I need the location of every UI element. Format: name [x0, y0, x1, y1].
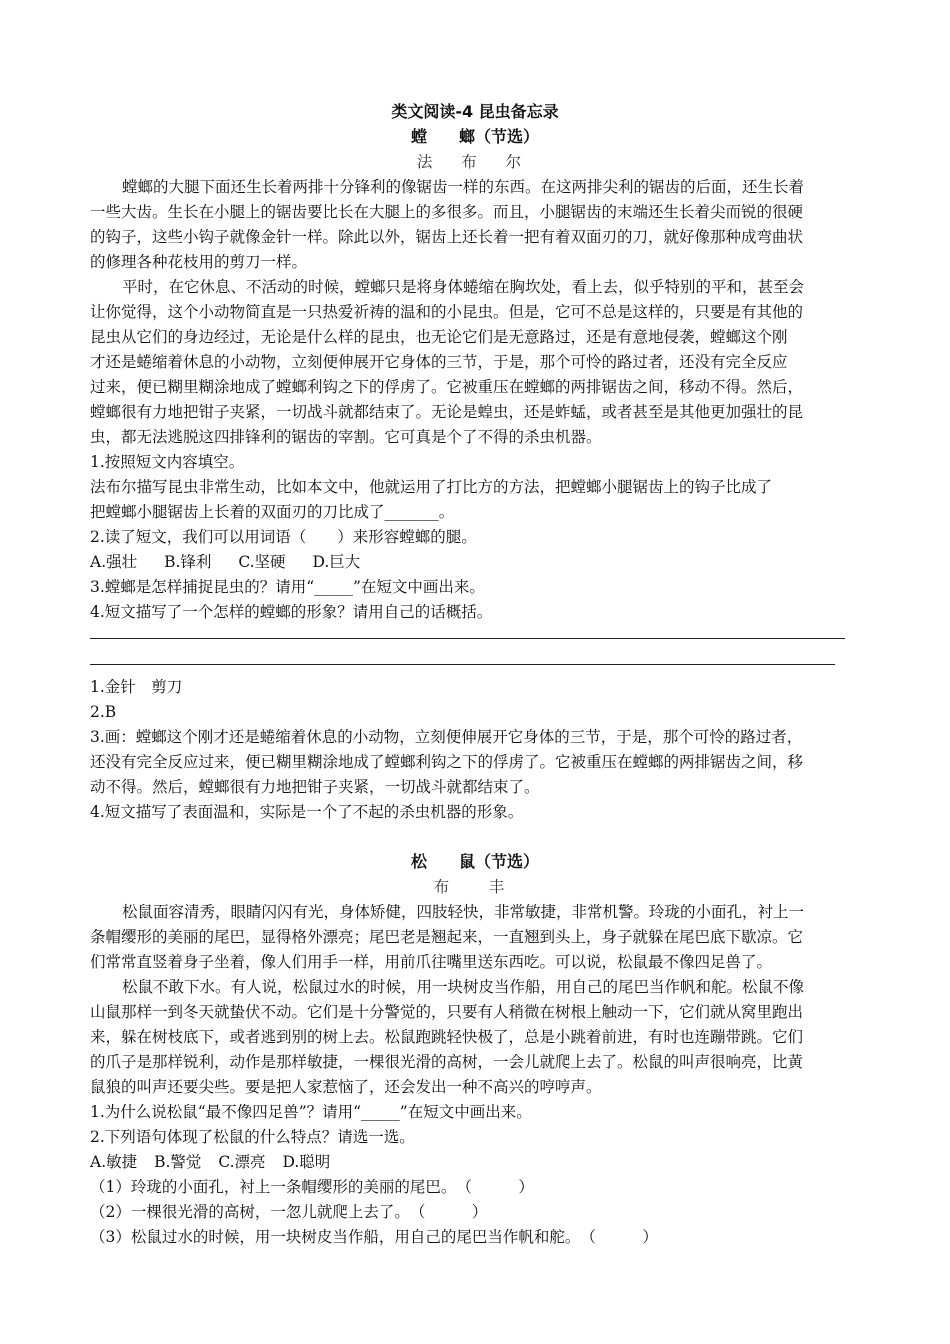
story1-p2-line: 让你觉得，这个小动物简直是一只热爱祈祷的温和的小昆虫。但是，它可不总是这样的，只要是有其他的: [90, 303, 804, 321]
option-d: D.巨大: [312, 553, 361, 571]
story2-question-1: 1.为什么说松鼠“最不像四足兽”？请用“_____”在短文中画出来。: [90, 1103, 532, 1121]
story2-p2-line: 的爪子是那样锐利，动作是那样敏捷，一棵很光滑的高树，一会儿就爬上去了。松鼠的叫声很响亮，比黄: [90, 1053, 804, 1071]
document-title: 类文阅读-4 昆虫备忘录: [391, 102, 559, 121]
story1-question-2-options: [90, 550, 870, 574]
option-c: C.坚硬: [238, 553, 286, 571]
option-c: C.漂亮: [218, 1153, 266, 1171]
story2-p2-line: 山鼠那样一到冬天就蛰伏不动。它们是十分警觉的，只要有人稍微在树根上触动一下，它们就从窝里跑出: [90, 1003, 804, 1021]
answer-3-cont: 还没有完全反应过来，便已糊里糊涂地成了螳螂利钩之下的俘虏了。它被重压在螳螂的两排锯齿之间，移: [90, 753, 804, 771]
story1-question-2: 2.读了短文，我们可以用词语（ ）来形容螳螂的腿。: [90, 528, 477, 546]
answer-line: [90, 638, 845, 639]
story2-item-1: （1）玲珑的小面孔，衬上一条帽缨形的美丽的尾巴。 （ ）: [90, 1178, 534, 1196]
story1-p2-line: 才还是蜷缩着休息的小动物，立刻便伸展开它身体的三节，于是，那个可怜的路过者，还没有完全反应: [90, 353, 788, 371]
story2-question-2: 2.下列语句体现了松鼠的什么特点？请选一选。: [90, 1128, 415, 1146]
story2-author: 布 丰: [433, 878, 517, 896]
story2-item-2: （2）一棵很光滑的高树，一忽儿就爬上去了。 （ ）: [90, 1203, 488, 1221]
story1-question-4: 4.短文描写了一个怎样的螳螂的形象？请用自己的话概括。: [90, 603, 493, 621]
story2-p2-line: 来，躲在树枝底下，或者逃到别的树上去。松鼠跑跳轻快极了，总是小跳着前进，有时也连蹦带跳。它们: [90, 1028, 804, 1046]
option-a: A.敏捷: [90, 1153, 138, 1171]
option-b: B.锋利: [164, 553, 212, 571]
answer-2: 2.B: [90, 703, 117, 721]
story1-p2-line: 昆虫从它们的身边经过，无论是什么样的昆虫，也无论它们是无意路过，还是有意地侵袭，螳螂这个刚: [90, 328, 788, 346]
story1-p2-line: 平时，在它休息、不活动的时候，螳螂只是将身体蜷缩在胸坎处，看上去，似乎特别的平和，甚至会: [122, 278, 805, 296]
story1-p2-line: 螳螂很有力地把钳子夹紧，一切战斗就都结束了。无论是蝗虫，还是蚱蜢，或者甚至是其他更加强壮的昆: [90, 403, 804, 421]
story1-p1-line: 的修理各种花枝用的剪刀一样。: [90, 253, 308, 271]
story1-question-1: 1.按照短文内容填空。: [90, 453, 245, 471]
answer-4: 4.短文描写了表面温和，实际是一个了不起的杀虫机器的形象。: [90, 803, 524, 821]
story2-heading: 松 鼠（节选）: [410, 852, 539, 871]
story1-question-1-text: 把螳螂小腿锯齿上长着的双面刃的刀比成了_______。: [90, 503, 455, 521]
answer-line: [90, 664, 835, 665]
story1-p2-line: 过来，便已糊里糊涂地成了螳螂利钩之下的俘虏了。它被重压在螳螂的两排锯齿之间，移动不得。然后，: [90, 378, 804, 396]
story2-p1-line: 条帽缨形的美丽的尾巴，显得格外漂亮；尾巴老是翘起来，一直翘到头上，身子就躲在尾巴底下歇凉。它: [90, 928, 804, 946]
story2-question-2-options: [90, 1150, 870, 1174]
answer-3: 3.画：螳螂这个刚才还是蜷缩着休息的小动物，立刻便伸展开它身体的三节，于是，那个可怜的路过者，: [90, 728, 803, 746]
answer-1: 1.金针 剪刀: [90, 678, 183, 696]
story1-question-1-text: 法布尔描写昆虫非常生动，比如本文中，他就运用了打比方的方法，把螳螂小腿锯齿上的钩子比成了: [90, 478, 773, 496]
story1-author: 法 布 尔: [416, 153, 534, 171]
story1-question-3: 3.螳螂是怎样捕捉昆虫的？请用“_____”在短文中画出来。: [90, 578, 485, 596]
option-d: D.聪明: [282, 1153, 331, 1171]
story1-p2-line: 虫，都无法逃脱这四排锋利的锯齿的宰割。它可真是个了不得的杀虫机器。: [90, 428, 602, 446]
story1-p1-line: 螳螂的大腿下面还生长着两排十分锋利的像锯齿一样的东西。在这两排尖利的锯齿的后面，还生长着: [122, 178, 805, 196]
option-b: B.警觉: [154, 1153, 202, 1171]
answer-3-cont: 动不得。然后，螳螂很有力地把钳子夹紧，一切战斗就都结束了。: [90, 778, 540, 796]
story1-p1-line: 的钩子，这些小钩子就像金针一样。除此以外，锯齿上还长着一把有着双面刃的刀，就好像那种成弯曲状: [90, 228, 804, 246]
story2-p2-line: 松鼠不敢下水。有人说，松鼠过水的时候，用一块树皮当作船，用自己的尾巴当作帆和舵。松鼠不像: [122, 978, 805, 996]
story2-p1-line: 松鼠面容清秀，眼睛闪闪有光，身体矫健，四肢轻快，非常敏捷，非常机警。玲珑的小面孔，衬上一: [122, 903, 805, 921]
story2-p1-line: 们常常直竖着身子坐着，像人们用手一样，用前爪往嘴里送东西吃。可以说，松鼠最不像四足兽了。: [90, 953, 773, 971]
story2-item-3: （3）松鼠过水的时候，用一块树皮当作船，用自己的尾巴当作帆和舵。 （ ）: [90, 1228, 658, 1246]
story2-p2-line: 鼠狼的叫声还要尖些。要是把人家惹恼了，还会发出一种不高兴的哼哼声。: [90, 1078, 602, 1096]
story1-heading: 螳 螂（节选）: [410, 127, 539, 146]
story1-p1-line: 一些大齿。生长在小腿上的锯齿要比长在大腿上的多很多。而且，小腿锯齿的末端还生长着尖而锐的很硬: [90, 203, 804, 221]
option-a: A.强壮: [90, 553, 138, 571]
